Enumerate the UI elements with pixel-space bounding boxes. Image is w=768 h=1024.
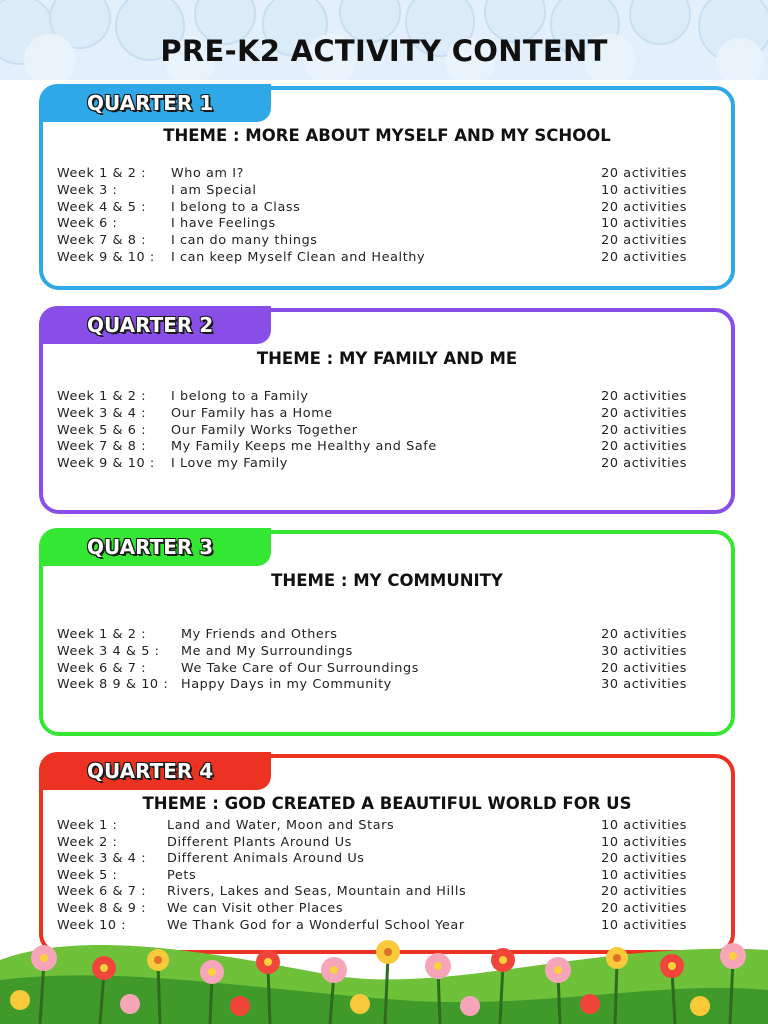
week-label: Week 8 & 9 : bbox=[57, 900, 147, 916]
quarter-label: QUARTER 4 bbox=[39, 752, 271, 790]
week-label: Week 1 : bbox=[57, 818, 118, 833]
activity-count: 20 activities bbox=[601, 199, 687, 215]
week-label: Week 1 & 2 : bbox=[57, 166, 147, 181]
week-label: Week 5 & 6 : bbox=[57, 422, 147, 438]
week-label: Week 8 9 & 10 : bbox=[57, 677, 169, 693]
week-row bbox=[57, 661, 687, 678]
week-topic: Different Plants Around Us bbox=[167, 834, 352, 850]
activity-count: 20 activities bbox=[601, 439, 687, 455]
week-row bbox=[57, 233, 687, 250]
activity-count: 10 activities bbox=[601, 867, 687, 883]
page-title: PRE-K2 ACTIVITY CONTENT bbox=[160, 34, 608, 68]
week-row bbox=[57, 868, 687, 885]
week-row bbox=[57, 677, 687, 694]
week-row bbox=[57, 389, 687, 406]
week-topic: We Take Care of Our Surroundings bbox=[181, 660, 419, 676]
activity-count: 20 activities bbox=[601, 851, 687, 867]
week-row bbox=[57, 835, 687, 852]
week-topic: Who am I? bbox=[171, 166, 245, 181]
week-row bbox=[57, 818, 687, 835]
week-label: Week 2 : bbox=[57, 834, 118, 850]
quarter-label: QUARTER 2 bbox=[39, 306, 271, 344]
week-topic: I belong to a Family bbox=[171, 389, 309, 404]
week-label: Week 6 : bbox=[57, 216, 118, 232]
week-label: Week 1 & 2 : bbox=[57, 627, 147, 642]
week-topic: Rivers, Lakes and Seas, Mountain and Hills bbox=[167, 884, 467, 900]
quarter-theme: THEME : MY FAMILY AND ME bbox=[256, 349, 518, 368]
week-label: Week 10 : bbox=[57, 917, 127, 933]
week-topic: I am Special bbox=[171, 182, 257, 198]
week-label: Week 3 & 4 : bbox=[57, 405, 147, 421]
week-topic: We can Visit other Places bbox=[167, 900, 344, 916]
week-list bbox=[57, 627, 687, 694]
activity-count: 10 activities bbox=[601, 818, 687, 833]
week-topic: I Love my Family bbox=[171, 456, 288, 472]
week-label: Week 1 & 2 : bbox=[57, 389, 147, 404]
quarter-label: QUARTER 1 bbox=[39, 84, 271, 122]
activity-count: 20 activities bbox=[601, 900, 687, 916]
week-topic: I have Feelings bbox=[171, 216, 276, 232]
activity-count: 20 activities bbox=[601, 405, 687, 421]
week-row bbox=[57, 183, 687, 200]
week-topic: I can keep Myself Clean and Healthy bbox=[171, 249, 426, 265]
week-row bbox=[57, 901, 687, 918]
week-topic: Our Family Works Together bbox=[171, 422, 358, 438]
quarter-theme: THEME : MORE ABOUT MYSELF AND MY SCHOOL bbox=[163, 126, 611, 145]
activity-count: 20 activities bbox=[601, 422, 687, 438]
week-topic: I belong to a Class bbox=[171, 199, 301, 215]
week-row bbox=[57, 884, 687, 901]
week-topic: We Thank God for a Wonderful School Year bbox=[167, 917, 465, 933]
activity-count: 30 activities bbox=[601, 643, 687, 659]
week-label: Week 3 & 4 : bbox=[57, 851, 147, 867]
week-topic: My Friends and Others bbox=[181, 627, 338, 642]
week-label: Week 9 & 10 : bbox=[57, 249, 155, 265]
week-list bbox=[57, 166, 687, 267]
week-row bbox=[57, 200, 687, 217]
week-label: Week 5 : bbox=[57, 867, 118, 883]
activity-count: 20 activities bbox=[601, 660, 687, 676]
week-topic: Our Family has a Home bbox=[171, 405, 333, 421]
week-label: Week 6 & 7 : bbox=[57, 660, 147, 676]
week-row bbox=[57, 216, 687, 233]
week-label: Week 9 & 10 : bbox=[57, 456, 155, 472]
week-row bbox=[57, 406, 687, 423]
quarter-3-panel bbox=[39, 530, 735, 736]
flower-garden bbox=[0, 917, 768, 1024]
week-row bbox=[57, 627, 687, 644]
activity-count: 30 activities bbox=[601, 677, 687, 693]
quarter-theme: THEME : MY COMMUNITY bbox=[271, 571, 503, 590]
week-topic: My Family Keeps me Healthy and Safe bbox=[171, 439, 437, 455]
activity-count: 20 activities bbox=[601, 249, 687, 265]
activity-count: 20 activities bbox=[601, 627, 687, 642]
week-row bbox=[57, 644, 687, 661]
week-label: Week 6 & 7 : bbox=[57, 884, 147, 900]
quarter-label: QUARTER 3 bbox=[39, 528, 271, 566]
week-label: Week 3 4 & 5 : bbox=[57, 643, 160, 659]
week-row bbox=[57, 439, 687, 456]
activity-count: 20 activities bbox=[601, 884, 687, 900]
week-label: Week 4 & 5 : bbox=[57, 199, 147, 215]
week-label: Week 7 & 8 : bbox=[57, 233, 147, 249]
activity-count: 20 activities bbox=[601, 389, 687, 404]
week-list bbox=[57, 818, 687, 934]
week-topic: Different Animals Around Us bbox=[167, 851, 365, 867]
garden-illustration bbox=[0, 917, 768, 1024]
week-topic: Happy Days in my Community bbox=[181, 677, 392, 693]
activity-count: 20 activities bbox=[601, 233, 687, 249]
week-topic: I can do many things bbox=[171, 233, 318, 249]
week-row bbox=[57, 423, 687, 440]
quarter-theme: THEME : GOD CREATED A BEAUTIFUL WORLD FOR US bbox=[142, 794, 632, 813]
activity-count: 10 activities bbox=[601, 917, 687, 933]
activity-count: 10 activities bbox=[601, 182, 687, 198]
week-topic: Land and Water, Moon and Stars bbox=[167, 818, 395, 833]
quarter-1-panel bbox=[39, 86, 735, 290]
week-row bbox=[57, 456, 687, 473]
week-row bbox=[57, 166, 687, 183]
quarter-2-panel bbox=[39, 308, 735, 514]
week-label: Week 7 & 8 : bbox=[57, 439, 147, 455]
activity-count: 20 activities bbox=[601, 456, 687, 472]
week-row bbox=[57, 851, 687, 868]
week-label: Week 3 : bbox=[57, 182, 118, 198]
activity-count: 10 activities bbox=[601, 834, 687, 850]
activity-count: 20 activities bbox=[601, 166, 687, 181]
week-row bbox=[57, 250, 687, 267]
week-topic: Pets bbox=[167, 867, 197, 883]
activity-count: 10 activities bbox=[601, 216, 687, 232]
week-list bbox=[57, 389, 687, 473]
week-topic: Me and My Surroundings bbox=[181, 643, 353, 659]
